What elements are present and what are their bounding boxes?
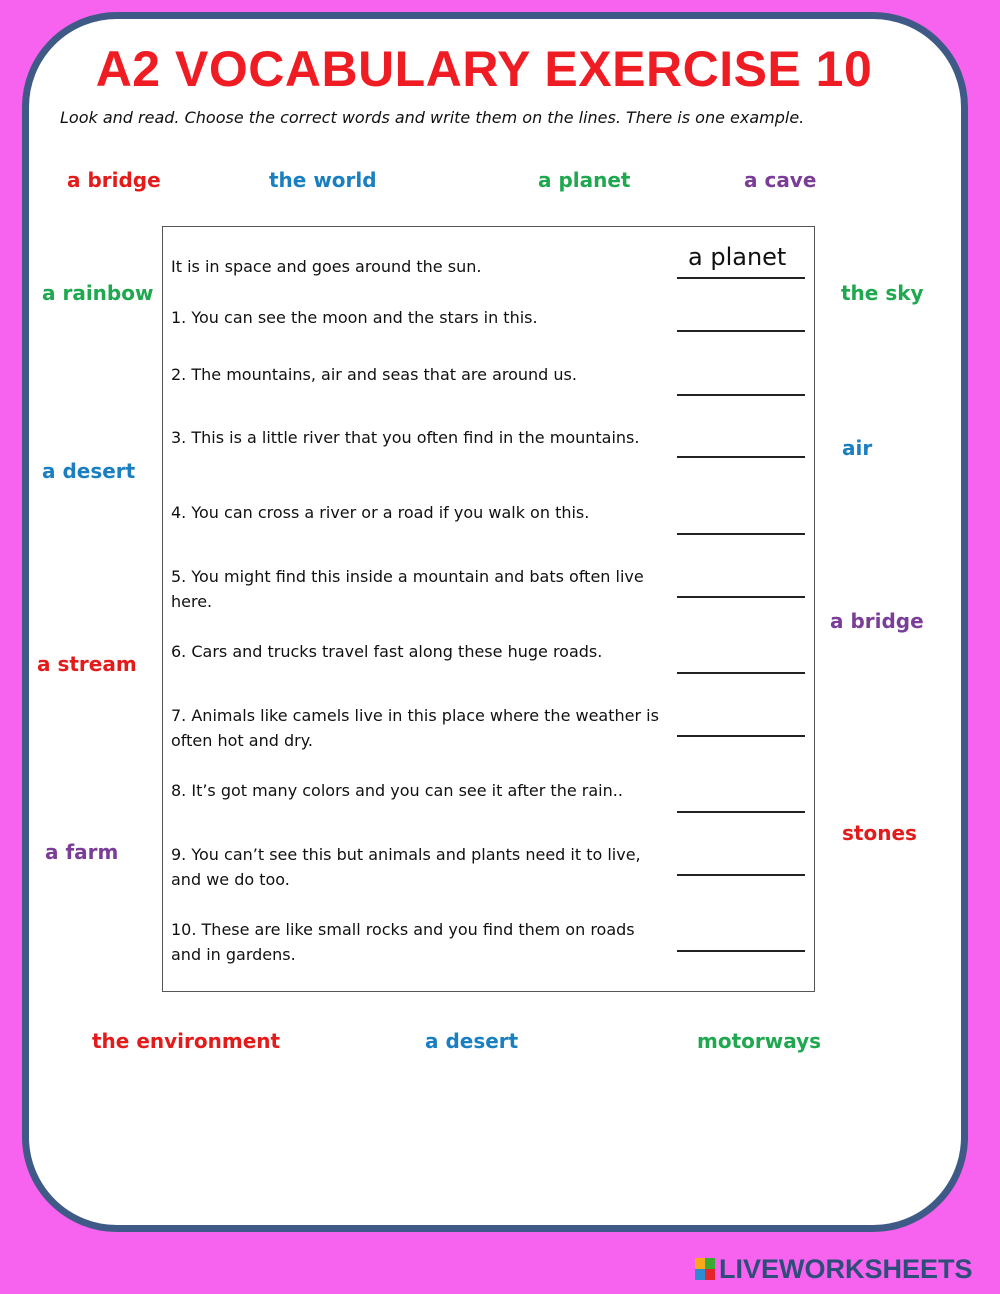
answer-line-1[interactable] <box>677 330 805 332</box>
word-bank-item: the environment <box>92 1029 281 1053</box>
word-bank-item: air <box>842 436 873 460</box>
question-3: 3. This is a little river that you often find in the mountains. <box>171 428 640 447</box>
answer-line-9[interactable] <box>677 874 805 876</box>
word-bank-item: a stream <box>37 652 137 676</box>
page-title: A2 VOCABULARY EXERCISE 10 <box>95 41 873 97</box>
word-bank-item: a farm <box>45 840 119 864</box>
word-bank-item: a bridge <box>67 168 161 192</box>
question-2: 2. The mountains, air and seas that are around us. <box>171 365 577 384</box>
word-bank-item: a planet <box>538 168 631 192</box>
word-bank-item: a cave <box>744 168 817 192</box>
answer-line-4[interactable] <box>677 533 805 535</box>
logo-text: LIVEWORKSHEETS <box>719 1253 973 1284</box>
example-question: It is in space and goes around the sun. <box>171 257 482 276</box>
word-bank-item: stones <box>842 821 917 845</box>
answer-line-5[interactable] <box>677 596 805 598</box>
answer-line-6[interactable] <box>677 672 805 674</box>
example-answer: a planet <box>688 243 787 271</box>
question-5: 5. You might find this inside a mountain and bats often live here. <box>171 567 644 611</box>
word-bank-item: a rainbow <box>42 281 154 305</box>
question-1: 1. You can see the moon and the stars in this. <box>171 308 538 327</box>
word-bank-item: the world <box>269 168 377 192</box>
answer-line-10[interactable] <box>677 950 805 952</box>
word-bank-item: a bridge <box>830 609 924 633</box>
word-bank-item: the sky <box>841 281 924 305</box>
liveworksheets-icon <box>695 1258 715 1280</box>
answer-line-2[interactable] <box>677 394 805 396</box>
word-bank-item: a desert <box>425 1029 519 1053</box>
instructions: Look and read. Choose the correct words and write them on the lines. There is one example. <box>60 108 805 127</box>
word-bank-item: motorways <box>697 1029 822 1053</box>
answer-line-8[interactable] <box>677 811 805 813</box>
example-answer-line <box>677 277 805 279</box>
question-4: 4. You can cross a river or a road if you walk on this. <box>171 503 590 522</box>
question-7: 7. Animals like camels live in this place where the weather is often hot and dry. <box>171 706 659 750</box>
liveworksheets-logo[interactable] <box>695 1254 973 1284</box>
answer-line-3[interactable] <box>677 456 805 458</box>
question-9: 9. You can’t see this but animals and plants need it to live, and we do too. <box>171 845 641 889</box>
question-10: 10. These are like small rocks and you find them on roads and in gardens. <box>171 920 635 964</box>
question-8: 8. It’s got many colors and you can see it after the rain.. <box>171 781 623 800</box>
word-bank-item: a desert <box>42 459 136 483</box>
answer-line-7[interactable] <box>677 735 805 737</box>
question-6: 6. Cars and trucks travel fast along these huge roads. <box>171 642 603 661</box>
